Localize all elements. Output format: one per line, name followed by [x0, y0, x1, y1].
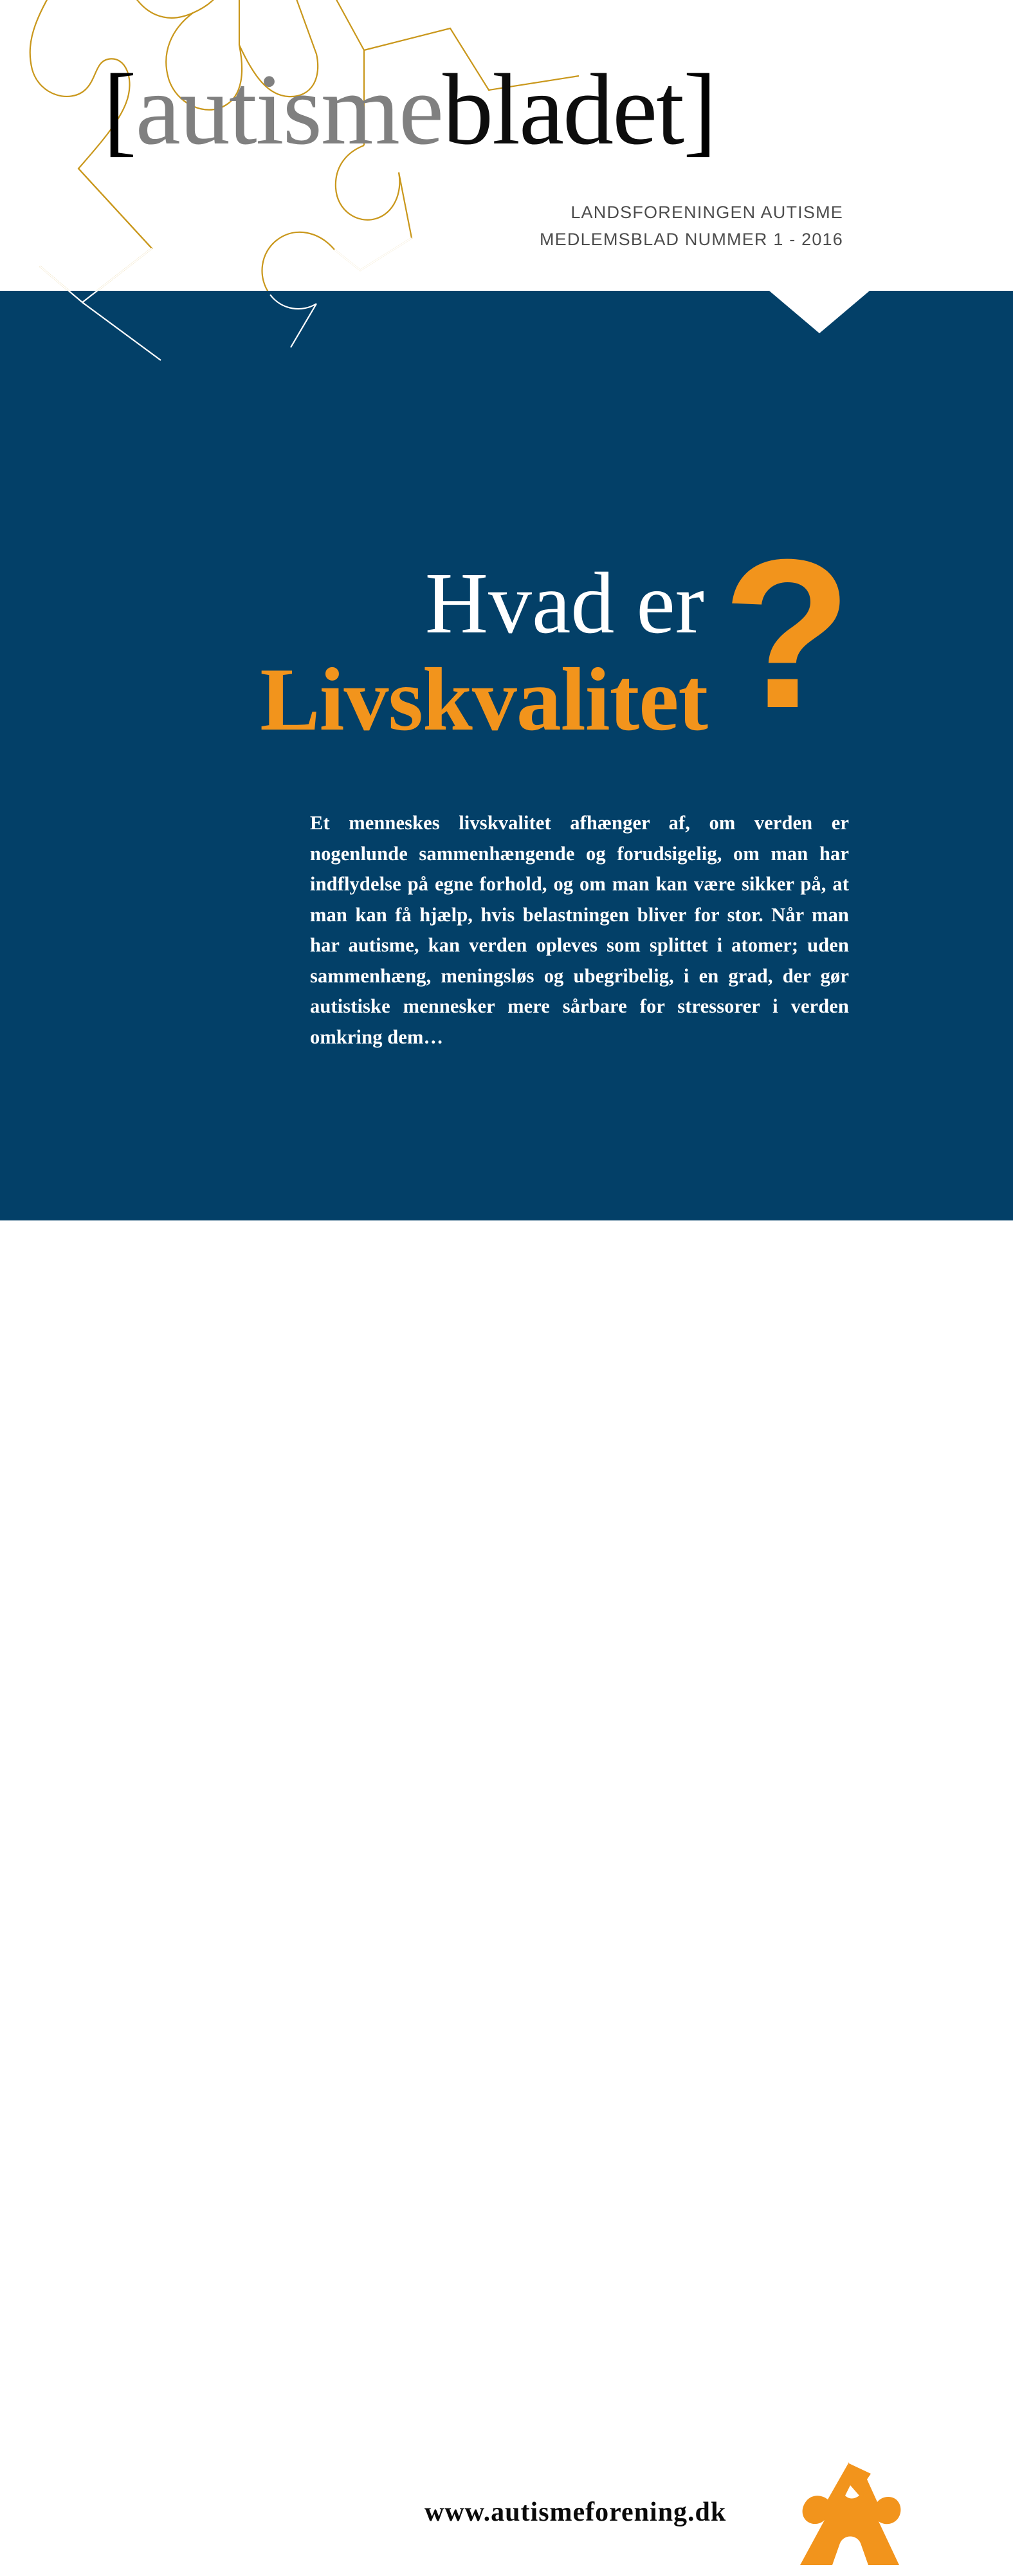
- masthead-bracket-close: ]: [683, 53, 716, 166]
- masthead-word-autisme: autisme: [135, 53, 443, 166]
- subtitle-organisation: LANDSFORENINGEN AUTISME: [570, 203, 843, 222]
- headline-line-1: Hvad er: [424, 555, 704, 652]
- masthead-bracket-open: [: [103, 53, 136, 166]
- subtitle-issue: MEDLEMSBLAD NUMMER 1 - 2016: [539, 229, 843, 249]
- puzzle-piece-a-logo-icon: [792, 2457, 915, 2576]
- masthead: [103, 53, 907, 166]
- banner-notch: [769, 291, 870, 333]
- masthead-word-bladet: bladet: [443, 53, 684, 166]
- cover-footer: [0, 1220, 1013, 2527]
- cover-headline: [0, 515, 1013, 778]
- headline-question-mark: ?: [722, 515, 852, 752]
- headline-line-2: Livskvalitet: [260, 650, 707, 750]
- lead-paragraph: Et menneskes livskvalitet afhænger af, om verden er nogenlunde sammenhængende og forudsigelig, om man har indflydelse på egne forhold, og om man kan være sikker på, at man kan få hjælp, hvis belastningen bliver for stor. Når man har autisme, kan verden opleves som splittet i atomer; uden sammenhæng, meningsløs og ubegribelig, i en grad, der gør autistiske mennesker mere sårbare for stressorer i verden omkring dem…: [310, 812, 849, 1049]
- footer-website-url[interactable]: www.autismeforening.dk: [424, 2498, 727, 2527]
- issue-subtitle: [540, 199, 843, 253]
